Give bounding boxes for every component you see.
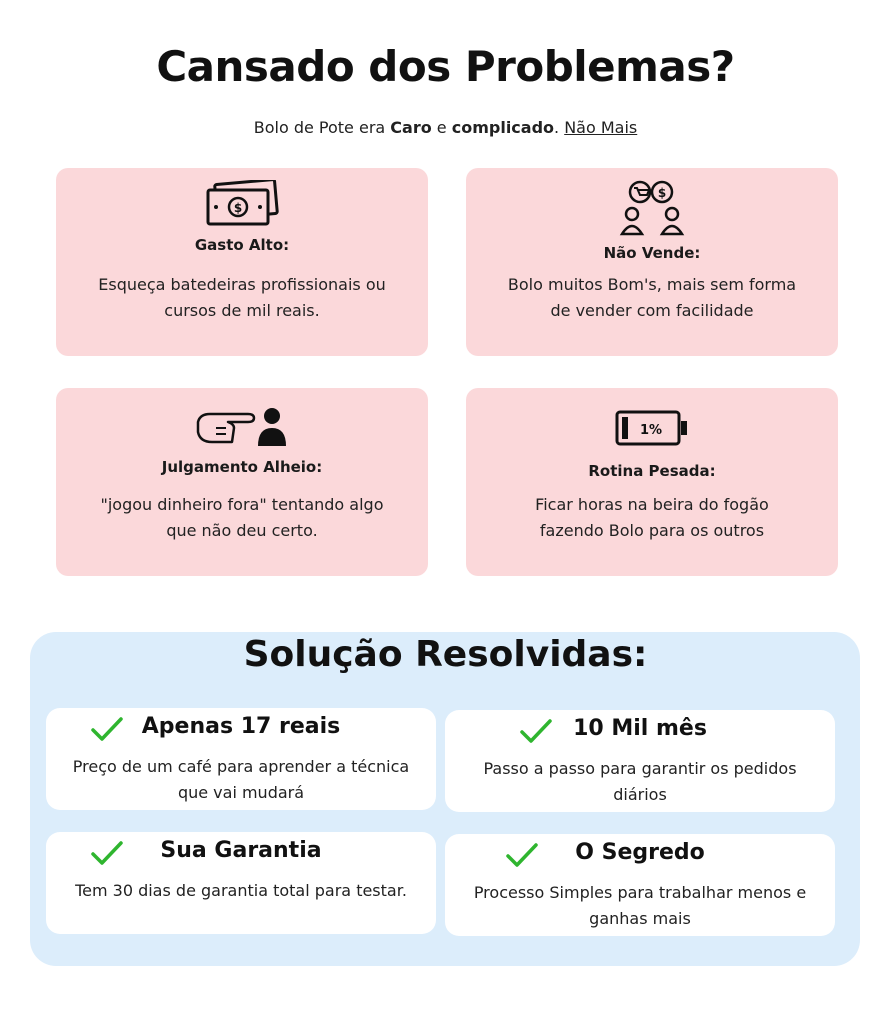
subtitle-emphasis-caro: Caro: [390, 118, 432, 137]
subtitle-text: Bolo de Pote era: [253, 118, 391, 137]
people-exchange-icon: [466, 178, 838, 236]
problem-card-nao-vende: [466, 168, 838, 356]
problem-title: Não Vende:: [603, 244, 701, 262]
solution-title: Sua Garantia: [160, 838, 322, 863]
solution-description: Tem 30 dias de garantia total para testar.: [75, 881, 407, 900]
page-subtitle: [0, 118, 891, 137]
problem-description: "jogou dinheiro fora" tentando algo que não deu certo.: [100, 495, 384, 540]
svg-text:1%: 1%: [639, 423, 663, 438]
problem-description: Bolo muitos Bom's, mais sem forma de vender com facilidade: [507, 275, 797, 320]
solution-card-o-segredo: [445, 834, 835, 936]
solution-title: 10 Mil mês: [573, 716, 707, 741]
solution-description: Passo a passo para garantir os pedidos diários: [483, 759, 797, 804]
problem-description: Ficar horas na beira do fogão fazendo Bolo para os outros: [535, 495, 769, 540]
solution-title: Apenas 17 reais: [141, 714, 341, 739]
low-battery-icon: [466, 410, 838, 446]
subtitle-dot: .: [554, 118, 565, 137]
problem-card-gasto-alto: [56, 168, 428, 356]
problem-description: Esqueça batedeiras profissionais ou cursos de mil reais.: [98, 275, 386, 320]
subtitle-nao-mais: Não Mais: [564, 118, 638, 137]
solution-card-sua-garantia: [46, 832, 436, 934]
svg-text:$: $: [657, 186, 667, 200]
solution-card-10-mil-mes: [445, 710, 835, 812]
money-bills-icon: [56, 180, 428, 228]
subtitle-emphasis-complicado: complicado: [451, 118, 555, 137]
problem-title: Gasto Alto:: [194, 236, 290, 254]
solution-description: Preço de um café para aprender a técnica que vai mudará: [72, 757, 410, 802]
pointing-hand-person-icon: [56, 406, 428, 448]
page-title: Cansado dos Problemas?: [156, 42, 735, 91]
problem-title: Julgamento Alheio:: [161, 458, 323, 476]
solution-card-apenas-17-reais: [46, 708, 436, 810]
problem-title: Rotina Pesada:: [588, 462, 716, 480]
solutions-title: Solução Resolvidas:: [243, 634, 648, 675]
solution-description: Processo Simples para trabalhar menos e ganhas mais: [473, 883, 807, 928]
problem-card-julgamento-alheio: [56, 388, 428, 576]
solution-title: O Segredo: [575, 840, 705, 865]
svg-text:$: $: [233, 201, 243, 215]
subtitle-text-and: e: [431, 118, 452, 137]
problem-card-rotina-pesada: [466, 388, 838, 576]
